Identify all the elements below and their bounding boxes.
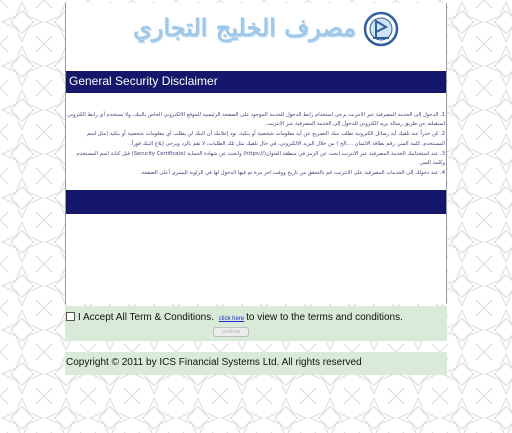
terms-link-suffix: to view to the terms and conditions. (246, 312, 403, 323)
disclaimer-item-2: 2. كن حذراً عند تلقيك أية رسائل الكترونية تطلب منك التصريح عن أية معلومات شخصية أو بنكية، نود إعلامك أن البنك لن يطلب أي معلومات شخصية أو بنكية (مثل اسم المستخدم، كلمة السر، رقم بطاقة الائتمان ....الخ ) من خلال البريد الالكتروني، في حال تلقيك مثل تلك الطلبات، لا تقم بالرد ويرجى إبلاغ البنك فوراً. (87, 131, 445, 147)
accept-terms-label: I Accept All Term & Conditions. (78, 312, 214, 323)
disclaimer-item-1: 1. الدخول إلى الخدمة المصرفية عبر الانترنت يرجى استخدام رابط الدخول للخدمة الموجود على الصفحة الرئيسية للموقع الالكتروني الخاص بالبنك، ولا تستخدم أي رابط الكتروني استقبلته عن طريق رسالة بريد الكتروني للدخول إلى الخدمة المصرفية عبر الانترنت. (67, 112, 445, 128)
disclaimer-text (66, 111, 446, 185)
page-container (65, 3, 447, 375)
header (66, 3, 446, 63)
accept-terms-checkbox[interactable] (66, 312, 75, 321)
disclaimer-item-3: 3. عند استخدامك الخدمة المصرفية عبر الانترنت ابحث عن الرمز في منطقة العنوان(//:https) وابحث عن شهادة الحماية (Security Certificate) قبل كتابة اسم المستخدم وكلمة السر. (76, 150, 445, 167)
main-panel (65, 3, 447, 304)
footer (65, 352, 447, 375)
title-bar (66, 71, 446, 93)
copyright-text: Copyright © 2011 by ICS Financial Systems Ltd. All rights reserved (66, 357, 362, 368)
terms-link[interactable]: click here (218, 316, 245, 322)
bank-name: مصرف الخليج التجاري (132, 13, 356, 42)
accept-terms-panel (65, 306, 447, 341)
page-title: General Security Disclaimer (69, 74, 218, 88)
bank-emblem-icon (363, 11, 399, 47)
accept-terms-line (66, 312, 403, 323)
bottom-bar (66, 190, 446, 214)
continue-button[interactable]: continue (213, 327, 249, 337)
disclaimer-item-4: 4. عند دخولك إلى الخدمات المصرفية على الانترنت، قم بالتحقق من تاريخ ووقت اخر مرة تم فيها الدخول لها في الزاوية اليسرى أعلى الصفحة. (139, 170, 445, 177)
